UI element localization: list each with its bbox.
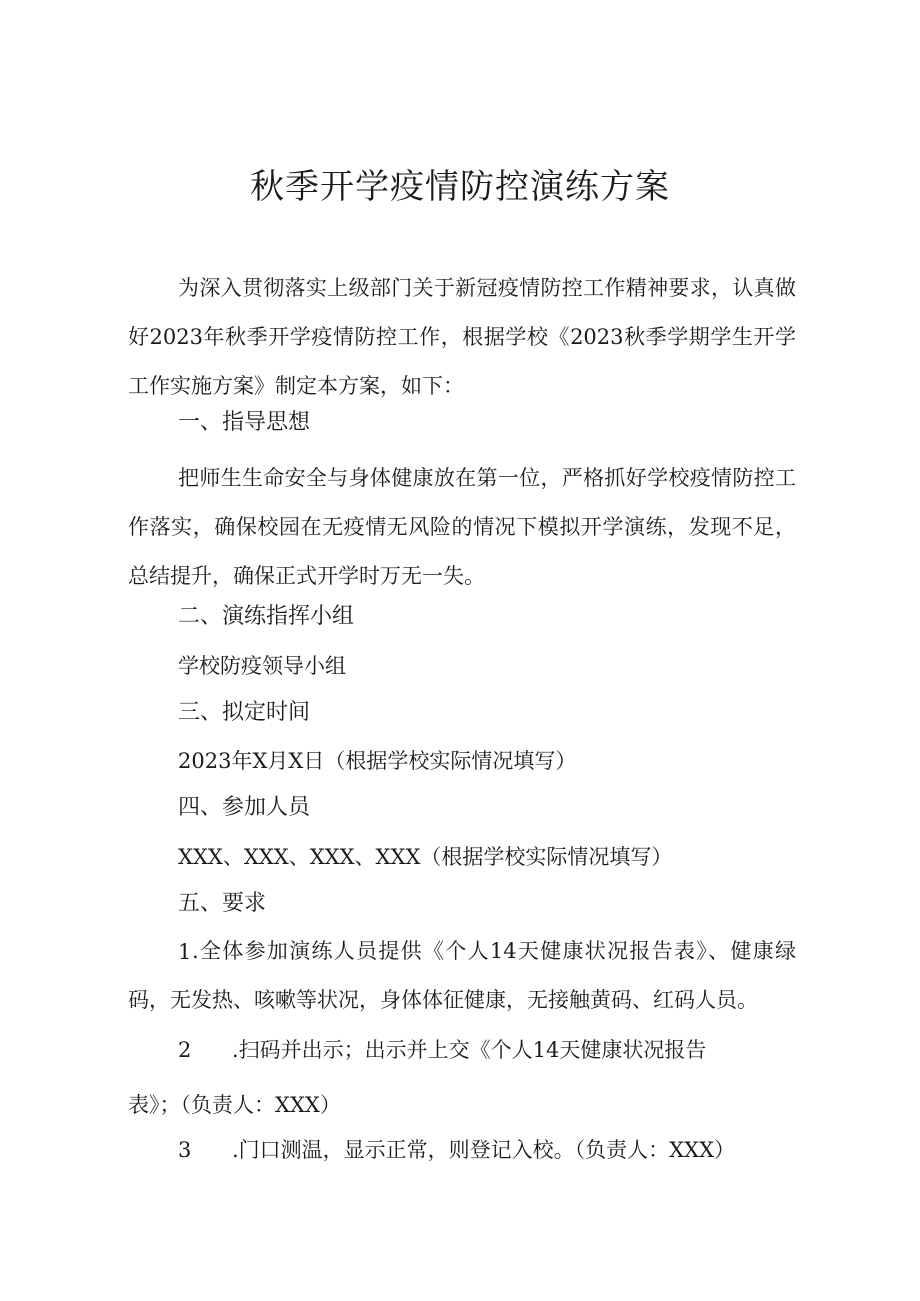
section-body-1: 把师生生命安全与身体健康放在第一位，严格抓好学校疫情防控工作落实，确保校园在无疫情无风险的情况下模拟开学演练，发现不足，总结提升，确保正式开学时万无一失。 [128,466,796,588]
section-heading-1: 一、指导思想 [178,410,311,435]
requirement-text-2: .扫码并出示；出示并上交《个人14天健康状况报告 [232,1038,707,1062]
section-body-3: 2023年X月X日（根据学校实际情况填写） [178,749,577,773]
requirement-text-1 [128,927,796,1025]
requirement-number-3: 3 [178,1138,192,1162]
section-heading-5: 五、要求 [178,891,267,916]
requirement-number-1: 1 [178,940,192,964]
requirement-text-2-continued: 表》；（负责人：XXX） [128,1093,341,1117]
section-heading-3: 三、拟定时间 [178,700,311,725]
section-heading-4: 四、参加人员 [178,795,311,820]
section-body-4: XXX、XXX、XXX、XXX（根据学校实际情况填写） [178,845,673,869]
requirement-text-3: .门口测温，显示正常，则登记入校。（负责人：XXX） [232,1138,736,1162]
section-heading-2: 二、演练指挥小组 [178,604,355,629]
requirement-text-1-content: .全体参加演练人员提供《个人14天健康状况报告表》、健康绿码，无发热、咳嗽等状况，身体体征健康，无接触黄码、红码人员。 [128,939,796,1012]
intro-paragraph: 为深入贯彻落实上级部门关于新冠疫情防控工作精神要求，认真做好2023年秋季开学疫情防控工作，根据学校《2023秋季学期学生开学工作实施方案》制定本方案，如下： [128,276,796,398]
section-body-2: 学校防疫领导小组 [178,654,346,678]
document-title: 秋季开学疫情防控演练方案 [250,167,670,207]
requirement-number-2: 2 [178,1038,192,1062]
